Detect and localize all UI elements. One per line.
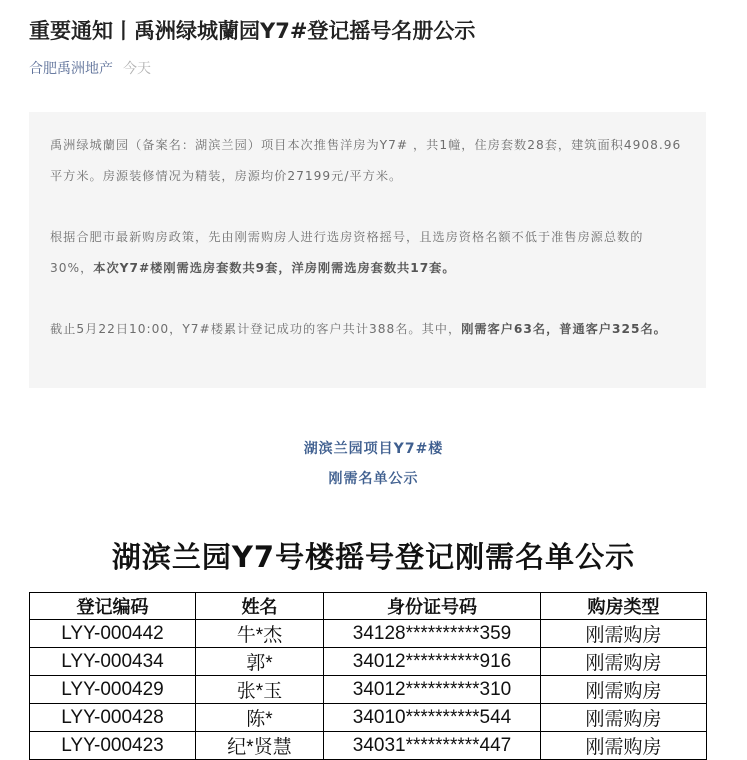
applicant-name: 纪*贤慧 (196, 732, 324, 760)
purchase-type: 刚需购房 (541, 620, 707, 648)
table-row (30, 676, 707, 704)
table-heading: 湖滨兰园Y7号楼摇号登记刚需名单公示 (111, 540, 636, 574)
registration-code: LYY-000434 (30, 648, 196, 676)
registration-code: LYY-000423 (30, 732, 196, 760)
purchase-type: 刚需购房 (541, 676, 707, 704)
column-header: 姓名 (196, 593, 324, 620)
registration-table (29, 592, 707, 760)
column-header: 购房类型 (541, 593, 707, 620)
id-number: 34012**********310 (324, 676, 541, 704)
section-title-line-2: 刚需名单公示 (328, 471, 419, 487)
table-row (30, 648, 707, 676)
registration-code: LYY-000428 (30, 704, 196, 732)
article-meta (29, 59, 151, 79)
purchase-type: 刚需购房 (541, 704, 707, 732)
table-row (30, 704, 707, 732)
table-row (30, 732, 707, 760)
intro-paragraph-2 (50, 222, 685, 284)
count-highlight: 刚需客户63名，普通客户325名。 (461, 322, 667, 336)
id-number: 34010**********544 (324, 704, 541, 732)
table-row (30, 620, 707, 648)
registration-code: LYY-000442 (30, 620, 196, 648)
intro-paragraph-1: 禹洲绿城蘭园（备案名：湖滨兰园）项目本次推售洋房为Y7# ，共1幢，住房套数28套，建筑面积4908.96平方米。房源装修情况为精装，房源均价27199元/平方米。 (50, 138, 682, 183)
purchase-type: 刚需购房 (541, 732, 707, 760)
intro-box (29, 112, 706, 388)
purchase-type: 刚需购房 (541, 648, 707, 676)
id-number: 34128**********359 (324, 620, 541, 648)
article-title: 重要通知丨禹洲绿城蘭园Y7#登记摇号名册公示 (29, 19, 476, 43)
applicant-name: 郭* (196, 648, 324, 676)
policy-highlight: 本次Y7#楼刚需选房套数共9套，洋房刚需选房套数共17套。 (93, 261, 456, 275)
applicant-name: 牛*杰 (196, 620, 324, 648)
id-number: 34012**********916 (324, 648, 541, 676)
column-header: 登记编码 (30, 593, 196, 620)
count-text: 截止5月22日10:00，Y7#楼累计登记成功的客户共计388名。其中， (50, 322, 462, 336)
policy-text: 根据合肥市最新购房政策，先由刚需购房人进行选房资格摇号，且选房资格名额不低于准售房源总数的30%， (50, 230, 644, 275)
section-title-line-1: 湖滨兰园项目Y7#楼 (303, 441, 444, 457)
applicant-name: 张*玉 (196, 676, 324, 704)
table-header-row (30, 593, 707, 620)
intro-paragraph-3 (50, 314, 685, 345)
author-link[interactable]: 合肥禹洲地产 (29, 61, 113, 77)
applicant-name: 陈* (196, 704, 324, 732)
column-header: 身份证号码 (324, 593, 541, 620)
id-number: 34031**********447 (324, 732, 541, 760)
publish-date: 今天 (123, 61, 151, 77)
registration-code: LYY-000429 (30, 676, 196, 704)
